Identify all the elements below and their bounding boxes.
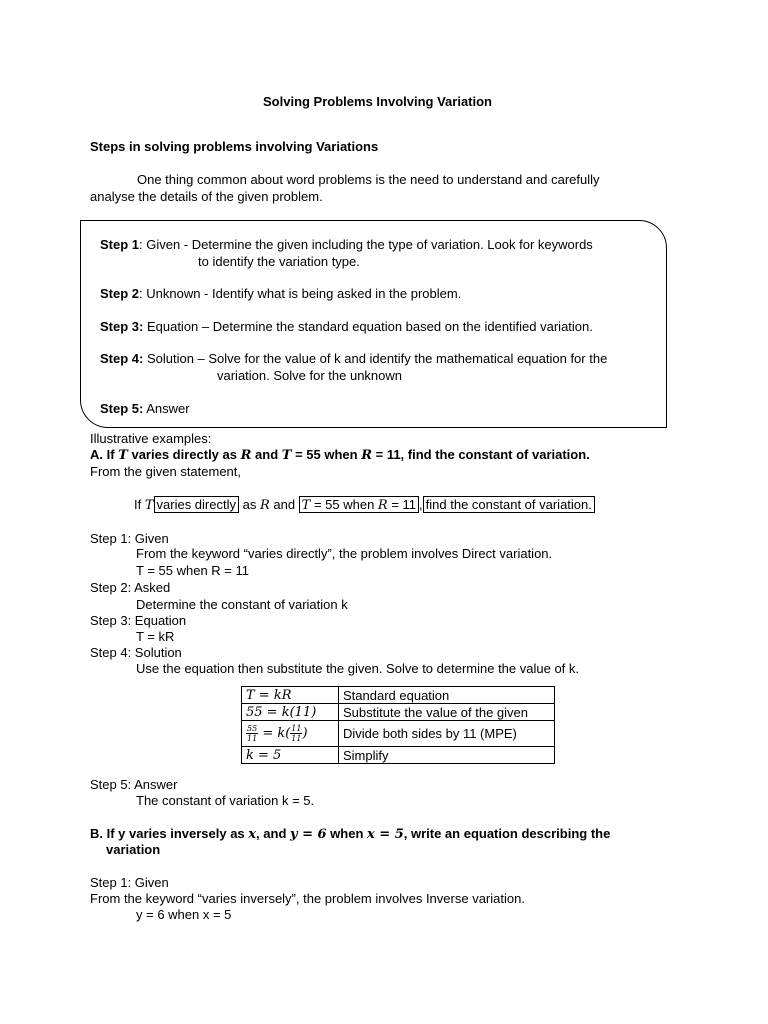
a-step-3: Step 3: Equation <box>90 613 187 628</box>
intro-line-2: analyse the details of the given problem. <box>90 189 323 204</box>
b-step-1-given: y = 6 when x = 5 <box>136 907 232 922</box>
fraction: $\frac{11}{11}$ <box>291 724 302 743</box>
table-row <box>242 704 555 721</box>
step-2-label: Step 2 <box>100 286 140 301</box>
annotation-find: find the constant of variation. <box>423 496 595 513</box>
step-4-text-cont: variation. Solve for the unknown <box>217 368 402 383</box>
a-step-1: Step 1: Given <box>90 531 169 546</box>
step-3-label: Step 3: <box>100 319 144 334</box>
step-2-text: : Unknown - Identify what is being asked in the problem. <box>139 286 462 301</box>
example-a-heading: A. If T varies directly as R and T = 55 when R = 11, find the constant of variation. <box>90 447 590 463</box>
from-statement: From the given statement, <box>90 464 242 479</box>
step-5-label: Step 5: <box>100 401 144 416</box>
fraction: $\frac{55}{11}$ <box>247 724 258 743</box>
step-1-box-line <box>100 237 593 252</box>
intro-line-1: One thing common about word problems is the need to understand and carefully <box>137 172 600 187</box>
a-step-1-given: T = 55 when R = 11 <box>136 563 249 578</box>
step-4-text: Solution – Solve for the value of k and identify the mathematical equation for the <box>143 351 608 366</box>
step-4-label: Step 4: <box>100 351 144 366</box>
table-row <box>242 721 555 747</box>
a-step-5-detail: The constant of variation k = 5. <box>136 793 315 808</box>
step-1-text-cont: to identify the variation type. <box>198 254 360 269</box>
step-5-text: Answer <box>143 401 190 416</box>
example-b-heading-cont: variation <box>106 842 161 857</box>
step-2-box-line <box>100 286 461 301</box>
a-step-5: Step 5: Answer <box>90 777 178 792</box>
annotation-varies-directly: varies directly <box>154 496 239 513</box>
a-step-3-detail: T = kR <box>136 629 175 644</box>
table-cell-equation: 55 = k(11) <box>242 704 339 721</box>
a-step-1-detail: From the keyword “varies directly”, the problem involves Direct variation. <box>136 546 553 561</box>
example-b-heading: B. If y varies inversely as x, and y = 6 when x = 5, write an equation describing the <box>90 826 611 842</box>
b-step-1: Step 1: Given <box>90 875 169 890</box>
step-3-text: Equation – Determine the standard equation based on the identified variation. <box>143 319 593 334</box>
step-3-box-line <box>100 319 593 334</box>
step-1-text: : Given - Determine the given including the type of variation. Look for keywords <box>139 237 593 252</box>
table-cell-description: Simplify <box>339 747 555 764</box>
solution-table <box>241 686 555 764</box>
table-cell-equation: T = kR <box>242 687 339 704</box>
table-row <box>242 747 555 764</box>
step-4-box-line <box>100 351 607 366</box>
table-cell-description: Substitute the value of the given <box>339 704 555 721</box>
table-row <box>242 687 555 704</box>
a-step-2: Step 2: Asked <box>90 580 171 595</box>
annotated-statement: If T varies directly as R and T = 55 when R = 11 , find the constant of variation. <box>134 497 595 513</box>
page-title: Solving Problems Involving Variation <box>263 94 492 109</box>
a-step-4: Step 4: Solution <box>90 645 182 660</box>
a-step-4-detail: Use the equation then substitute the given. Solve to determine the value of k. <box>136 661 580 676</box>
examples-label: Illustrative examples: <box>90 431 212 446</box>
a-step-2-detail: Determine the constant of variation k <box>136 597 348 612</box>
b-step-1-detail: From the keyword “varies inversely”, the problem involves Inverse variation. <box>90 891 525 906</box>
step-5-box-line <box>100 401 190 416</box>
annotation-given: T = 55 when R = 11 <box>299 496 419 513</box>
table-cell-description: Standard equation <box>339 687 555 704</box>
table-cell-equation: k = 5 <box>242 747 339 764</box>
table-cell-equation: $\frac{55}{11}$ = k( $\frac{11}{11}$ ) <box>242 721 339 747</box>
table-cell-description: Divide both sides by 11 (MPE) <box>339 721 555 747</box>
steps-heading: Steps in solving problems involving Variations <box>90 139 379 154</box>
step-1-label: Step 1 <box>100 237 140 252</box>
